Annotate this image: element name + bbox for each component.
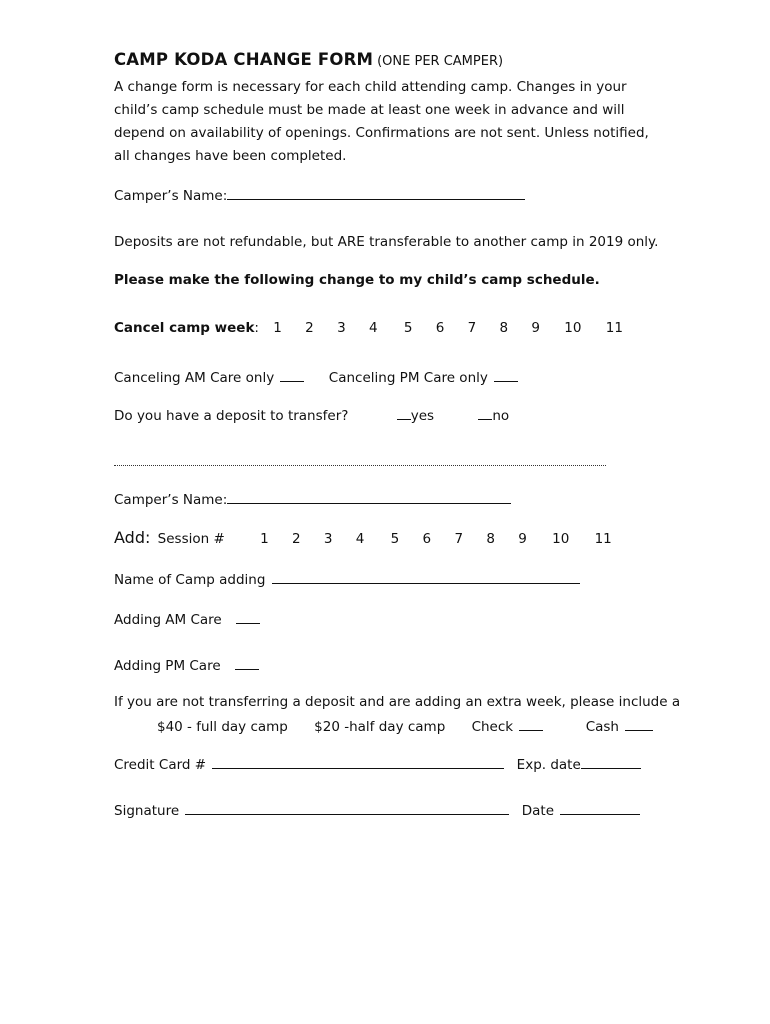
add-session-option[interactable]: 2 — [291, 531, 301, 547]
camper-name-row — [114, 186, 525, 204]
adding-am-row — [114, 610, 260, 628]
cancel-week-option[interactable]: 11 — [605, 320, 623, 336]
cancel-week-option[interactable]: 10 — [564, 320, 582, 336]
credit-card-label: Credit Card # — [114, 757, 207, 773]
deposit-transfer-row — [114, 406, 509, 424]
signature-field[interactable] — [185, 801, 509, 815]
add-label: Add: — [114, 528, 151, 547]
cancel-week-option[interactable]: 8 — [499, 320, 509, 336]
cash-label: Cash — [585, 719, 619, 735]
add-session-option[interactable]: 6 — [422, 531, 432, 547]
camper-name-row-2 — [114, 490, 511, 508]
cancel-week-option[interactable]: 1 — [273, 320, 282, 336]
intro-paragraph: A change form is necessary for each child attending camp. Changes in your child’s camp schedule must be made at least one week in advance and will depend on availability of openings. Confirmations are not sent. Unless notified, all changes have been completed. — [114, 79, 649, 164]
yes-field[interactable] — [397, 406, 411, 420]
full-day-price: $40 - full day camp — [157, 719, 288, 735]
add-session-row — [114, 528, 612, 547]
form-title-main: CAMP KODA CHANGE FORM — [114, 50, 374, 69]
cancel-pm-label: Canceling PM Care only — [328, 370, 488, 386]
no-label: no — [492, 408, 510, 424]
exp-date-field[interactable] — [581, 755, 641, 769]
cancel-week-option[interactable]: 5 — [403, 320, 413, 336]
date-field[interactable] — [560, 801, 640, 815]
cancel-am-label: Canceling AM Care only — [114, 370, 275, 386]
camper-name-field-2[interactable] — [227, 490, 511, 504]
session-label: Session # — [157, 531, 225, 547]
credit-card-row — [114, 755, 641, 773]
name-of-camp-field[interactable] — [272, 570, 580, 584]
section-divider — [114, 464, 606, 466]
add-session-option[interactable]: 8 — [486, 531, 495, 547]
no-field[interactable] — [478, 406, 492, 420]
add-session-option[interactable]: 7 — [454, 531, 464, 547]
date-label: Date — [521, 803, 555, 819]
deposit-note: Deposits are not refundable, but ARE transferable to another camp in 2019 only. — [114, 234, 659, 250]
adding-pm-field[interactable] — [235, 656, 259, 670]
cancel-week-option[interactable]: 4 — [368, 320, 378, 336]
half-day-price: $20 -half day camp — [314, 719, 446, 735]
signature-label: Signature — [114, 803, 180, 819]
add-session-option[interactable]: 9 — [518, 531, 527, 547]
add-session-option[interactable]: 3 — [323, 531, 333, 547]
add-session-option[interactable]: 5 — [390, 531, 400, 547]
cash-field[interactable] — [625, 717, 653, 731]
cancel-week-row — [114, 320, 623, 336]
form-title-sub: (ONE PER CAMPER) — [377, 54, 504, 69]
add-session-option[interactable]: 4 — [355, 531, 365, 547]
cancel-week-option[interactable]: 3 — [337, 320, 346, 336]
camper-name-label: Camper’s Name: — [114, 188, 228, 204]
check-field[interactable] — [519, 717, 543, 731]
adding-am-label: Adding AM Care — [114, 612, 222, 628]
check-label: Check — [471, 719, 514, 735]
credit-card-field[interactable] — [212, 755, 504, 769]
cancel-week-option[interactable]: 7 — [467, 320, 477, 336]
cancel-week-option[interactable]: 2 — [305, 320, 314, 336]
cancel-pm-field[interactable] — [494, 368, 518, 382]
deposit-question: Do you have a deposit to transfer? — [114, 408, 349, 424]
name-of-camp-row — [114, 570, 580, 588]
cancel-week-option[interactable]: 9 — [531, 320, 540, 336]
change-instruction: Please make the following change to my child’s camp schedule. — [114, 272, 600, 288]
adding-pm-row — [114, 656, 259, 674]
cancel-care-row — [114, 368, 518, 386]
yes-label: yes — [410, 408, 435, 424]
camper-name-label-2: Camper’s Name: — [114, 492, 228, 508]
payment-note: If you are not transferring a deposit and are adding an extra week, please include a — [114, 694, 681, 710]
name-of-camp-label: Name of Camp adding — [114, 572, 266, 588]
add-session-option[interactable]: 1 — [260, 531, 269, 547]
signature-row — [114, 801, 640, 819]
payment-options-row — [157, 717, 653, 735]
exp-date-label: Exp. date — [516, 757, 581, 773]
camper-name-field[interactable] — [227, 186, 525, 200]
add-session-option[interactable]: 10 — [552, 531, 570, 547]
adding-am-field[interactable] — [236, 610, 260, 624]
form-title — [114, 50, 503, 69]
adding-pm-label: Adding PM Care — [114, 658, 221, 674]
cancel-am-field[interactable] — [280, 368, 304, 382]
cancel-week-colon: : — [254, 320, 259, 336]
cancel-week-option[interactable]: 6 — [435, 320, 445, 336]
cancel-week-label: Cancel camp week — [114, 320, 255, 336]
add-session-option[interactable]: 11 — [594, 531, 612, 547]
